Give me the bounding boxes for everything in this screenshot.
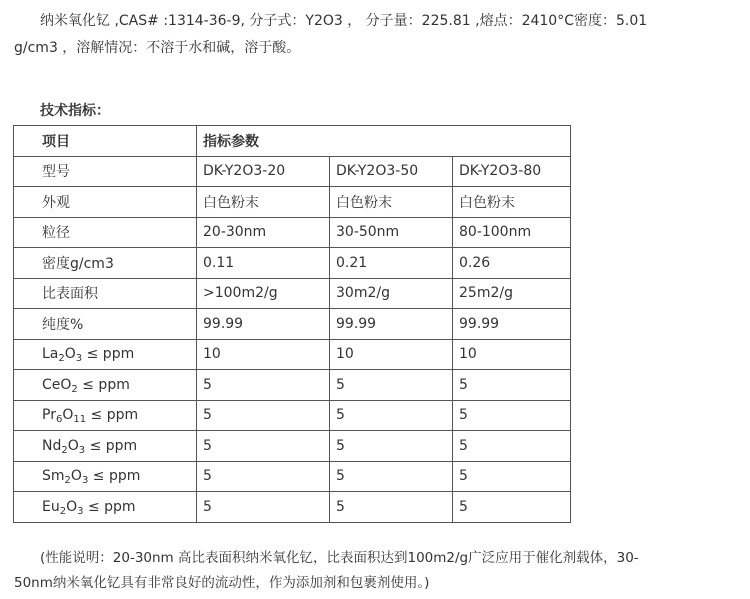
table-header-row <box>14 126 571 157</box>
row-value-2: 白色粉末 <box>330 187 453 218</box>
intro-line-1: 纳米氧化钇 ,CAS# :1314-36-9, 分子式：Y2O3 ， 分子量：225.81 ,熔点：2410°C密度：5.01 <box>40 13 648 29</box>
formula-sub1: 2 <box>58 353 65 365</box>
row-value-3: 5 <box>453 492 571 523</box>
row-value-3: 5 <box>453 400 571 431</box>
impurity-label <box>14 431 197 462</box>
formula-unit: ≤ ppm <box>82 346 135 363</box>
row-value-1: 5 <box>197 461 330 492</box>
row-value-2: 99.99 <box>330 309 453 340</box>
formula-sub1: 2 <box>61 444 68 456</box>
row-label: 比表面积 <box>14 278 197 309</box>
table-row <box>14 339 571 370</box>
header-params: 指标参数 <box>197 126 571 157</box>
row-value-3: 25m2/g <box>453 278 571 309</box>
formula-unit: ≤ ppm <box>77 376 130 393</box>
row-value-1: 20-30nm <box>197 217 330 248</box>
row-value-2: 5 <box>330 370 453 401</box>
formula-el1: Nd <box>42 437 62 454</box>
formula-sub1: 2 <box>71 383 78 395</box>
table-row <box>14 217 571 248</box>
row-value-3: 5 <box>453 370 571 401</box>
formula-unit: ≤ ppm <box>88 468 141 485</box>
row-value-2: DK-Y2O3-50 <box>330 156 453 187</box>
table-row <box>14 492 571 523</box>
formula-sub1: 2 <box>64 475 71 487</box>
formula-unit: ≤ ppm <box>86 407 139 424</box>
spec-heading: 技术指标： <box>40 103 110 119</box>
table-row <box>14 187 571 218</box>
header-item: 项目 <box>14 126 197 157</box>
row-value-1: 0.11 <box>197 248 330 279</box>
formula-sub1: 2 <box>59 505 67 517</box>
row-label: 外观 <box>14 187 197 218</box>
row-value-3: 白色粉末 <box>453 187 571 218</box>
row-label: 粒径 <box>14 217 197 248</box>
formula-el2: O <box>66 498 78 515</box>
note-line-1: (性能说明：20-30nm 高比表面积纳米氧化钇，比表面积达到100m2/g广泛应用于催化剂载体，30- <box>40 550 639 566</box>
row-value-3: DK-Y2O3-80 <box>453 156 571 187</box>
row-value-3: 80-100nm <box>453 217 571 248</box>
row-value-2: 5 <box>330 461 453 492</box>
formula-el1: La <box>42 346 59 363</box>
formula-el2: O <box>62 407 74 424</box>
row-value-2: 5 <box>330 492 453 523</box>
table-row <box>14 278 571 309</box>
impurity-label <box>14 400 197 431</box>
intro-line-2: g/cm3 ，溶解情况：不溶于水和碱，溶于酸。 <box>14 40 301 56</box>
row-value-1: 99.99 <box>197 309 330 340</box>
formula-el1: Pr <box>42 407 56 424</box>
table-row <box>14 461 571 492</box>
performance-note <box>14 546 736 596</box>
row-value-2: 30m2/g <box>330 278 453 309</box>
row-value-2: 0.21 <box>330 248 453 279</box>
row-label: 纯度% <box>14 309 197 340</box>
row-value-1: 10 <box>197 339 330 370</box>
row-value-1: 5 <box>197 400 330 431</box>
formula-unit: ≤ ppm <box>83 498 136 515</box>
impurity-label <box>14 339 197 370</box>
row-value-1: 5 <box>197 370 330 401</box>
impurity-label <box>14 370 197 401</box>
table-row <box>14 309 571 340</box>
table-row <box>14 400 571 431</box>
formula-sub2: 11 <box>73 414 87 426</box>
table-row <box>14 370 571 401</box>
row-value-1: DK-Y2O3-20 <box>197 156 330 187</box>
row-value-1: >100m2/g <box>197 278 330 309</box>
row-value-2: 5 <box>330 431 453 462</box>
formula-el1: Eu <box>42 498 60 515</box>
formula-sub2: 3 <box>81 475 89 487</box>
row-value-3: 5 <box>453 431 571 462</box>
table-row <box>14 156 571 187</box>
formula-sub1: 6 <box>55 414 63 426</box>
row-value-3: 5 <box>453 461 571 492</box>
formula-el1: Sm <box>42 468 65 485</box>
row-value-3: 99.99 <box>453 309 571 340</box>
table-row <box>14 431 571 462</box>
row-label: 型号 <box>14 156 197 187</box>
spec-table <box>13 125 571 523</box>
row-value-1: 白色粉末 <box>197 187 330 218</box>
note-line-2: 50nm纳米氧化钇具有非常良好的流动性，作为添加剂和包裹剂使用。) <box>14 575 430 591</box>
formula-sub2: 3 <box>75 353 83 365</box>
impurity-label <box>14 492 197 523</box>
row-value-2: 5 <box>330 400 453 431</box>
row-value-2: 30-50nm <box>330 217 453 248</box>
impurity-label <box>14 461 197 492</box>
formula-sub2: 3 <box>78 444 86 456</box>
table-row <box>14 248 571 279</box>
row-value-3: 0.26 <box>453 248 571 279</box>
formula-el2: O <box>70 468 82 485</box>
formula-unit: ≤ ppm <box>85 437 138 454</box>
row-value-1: 5 <box>197 492 330 523</box>
row-value-1: 5 <box>197 431 330 462</box>
row-label: 密度g/cm3 <box>14 248 197 279</box>
row-value-3: 10 <box>453 339 571 370</box>
formula-el1: CeO <box>42 376 72 393</box>
row-value-2: 10 <box>330 339 453 370</box>
formula-el2: O <box>67 437 79 454</box>
intro-paragraph <box>14 8 736 62</box>
formula-sub2: 3 <box>77 505 84 517</box>
formula-el2: O <box>64 346 76 363</box>
